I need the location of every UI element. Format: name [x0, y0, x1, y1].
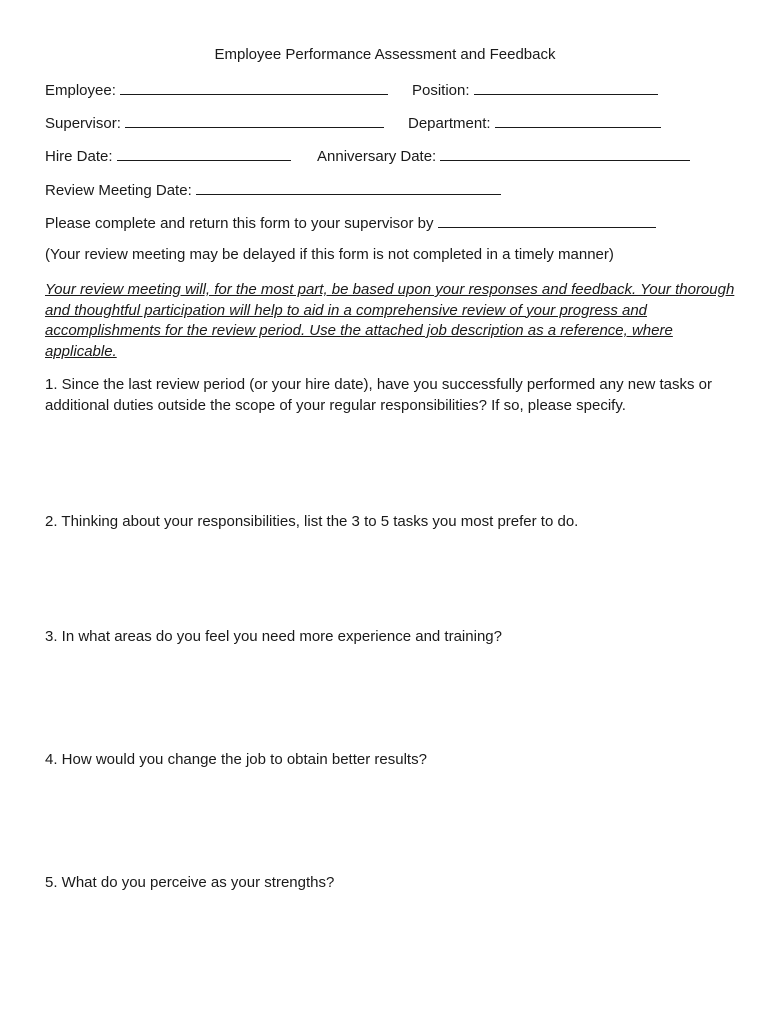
review-meeting-row [45, 180, 501, 199]
review-meeting-date-input-line[interactable] [196, 180, 501, 195]
department-label: Department: [408, 115, 491, 132]
question-1: 1. Since the last review period (or your hire date), have you successfully performed any new tasks or additional duties outside the scope of your regular responsibilities? If so, please specify. [45, 376, 712, 414]
employee-label: Employee: [45, 82, 116, 99]
anniversary-date-input-line[interactable] [440, 146, 690, 161]
question-4: 4. How would you change the job to obtain better results? [45, 751, 427, 768]
position-field [412, 80, 658, 99]
supervisor-field [45, 113, 384, 132]
supervisor-department-row [45, 113, 735, 135]
anniversary-date-label: Anniversary Date: [317, 148, 437, 165]
anniversary-date-field [317, 146, 690, 165]
question-2: 2. Thinking about your responsibilities, list the 3 to 5 tasks you most prefer to do. [45, 513, 579, 530]
supervisor-label: Supervisor: [45, 115, 121, 132]
department-input-line[interactable] [495, 113, 661, 128]
position-input-line[interactable] [474, 80, 658, 95]
intro-paragraph: Your review meeting will, for the most part, be based upon your responses and feedback. Your thorough and thoughtful participation will help to aid in a comprehensive review of your progress and accomplishments for the review period. Use the attached job description as a reference, where applicable. [45, 281, 735, 360]
employee-input-line[interactable] [120, 80, 388, 95]
hire-date-label: Hire Date: [45, 148, 113, 165]
position-label: Position: [412, 82, 470, 99]
delay-note: (Your review meeting may be delayed if this form is not completed in a timely manner) [45, 246, 614, 263]
employee-position-row [45, 80, 735, 102]
question-5: 5. What do you perceive as your strengths? [45, 874, 335, 891]
department-field [408, 113, 661, 132]
employee-field [45, 80, 388, 99]
supervisor-input-line[interactable] [125, 113, 384, 128]
hire-anniversary-row [45, 146, 735, 168]
question-3: 3. In what areas do you feel you need more experience and training? [45, 628, 502, 645]
return-by-date-input-line[interactable] [438, 213, 656, 228]
hire-date-field [45, 146, 291, 165]
hire-date-input-line[interactable] [117, 146, 291, 161]
review-meeting-date-label: Review Meeting Date: [45, 182, 192, 199]
return-instruction: Please complete and return this form to your supervisor by [45, 215, 434, 232]
return-instruction-row [45, 213, 656, 232]
form-title: Employee Performance Assessment and Feedback [214, 46, 556, 63]
